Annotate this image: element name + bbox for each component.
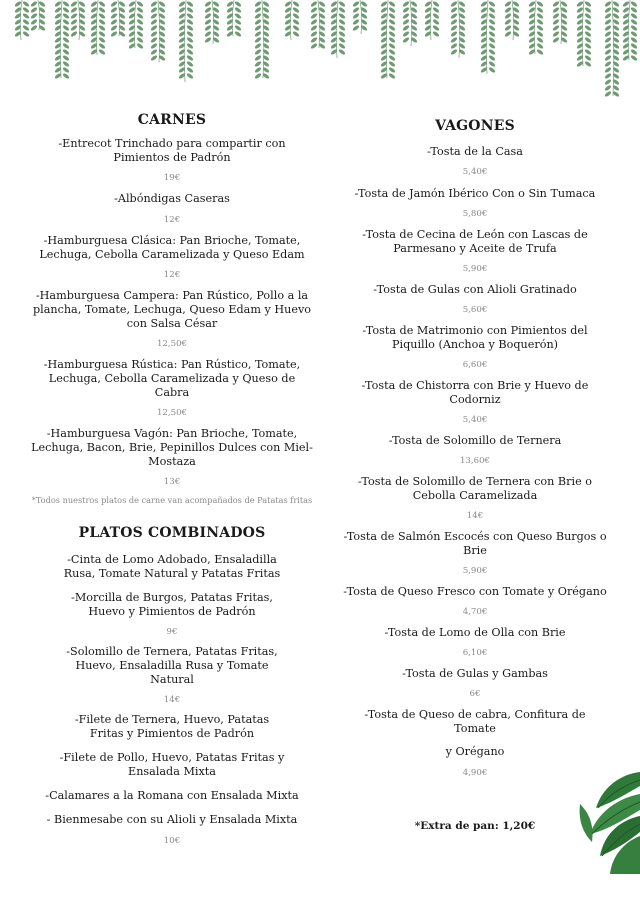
menu-item-price: 4,90€ [462,768,488,778]
menu-item: -Tosta de Matrimonio con Pimientos del Piquillo (Anchoa y Boquerón) [362,324,588,351]
menu-item: -Tosta de Lomo de Olla con Brie [384,626,566,639]
section-title-vagones: VAGONES [435,118,515,134]
menu-item: -Solomillo de Ternera, Patatas Fritas, Huevo, Ensaladilla Rusa y Tomate Natural [66,645,278,686]
menu-item: -Tosta de la Casa [427,145,523,158]
menu-item: -Tosta de Queso Fresco con Tomate y Orégano [343,585,607,598]
menu-item: -Filete de Pollo, Huevo, Patatas Fritas y Ensalada Mixta [59,751,285,778]
section-title-carnes: CARNES [137,112,207,128]
menu-item: -Hamburguesa Rústica: Pan Rústico, Tomate, Lechuga, Cebolla Caramelizada y Queso de Cabra [43,358,301,399]
menu-item: -Tosta de Chistorra con Brie y Huevo de Codorniz [361,379,589,406]
menu-item: -Calamares a la Romana con Ensalada Mixta [45,789,299,802]
menu-item-price: 12€ [163,270,181,280]
menu-item: - Bienmesabe con su Alioli y Ensalada Mixta [46,813,298,826]
menu-item-price: 5,40€ [462,167,488,177]
menu-item-price: 12€ [163,215,181,225]
menu-item: -Tosta de Queso de cabra, Confitura de Tomate [364,708,586,735]
menu-item: -Tosta de Gulas con Alioli Gratinado [373,283,577,296]
menu-item-continuation: y Orégano [445,745,505,758]
menu-item: -Cinta de Lomo Adobado, Ensaladilla Rusa, Tomate Natural y Patatas Fritas [63,553,281,580]
menu-item-price: 5,90€ [462,566,488,576]
menu-item-price: 12,50€ [156,339,188,349]
menu-item: -Morcilla de Burgos, Patatas Fritas, Huevo y Pimientos de Padrón [71,591,273,618]
menu-item: -Filete de Ternera, Huevo, Patatas Fritas y Pimientos de Padrón [74,713,270,740]
carnes-note: *Todos nuestros platos de carne van acompañados de Patatas fritas [31,495,313,505]
menu-item-price: 13€ [163,477,181,487]
menu-item: -Tosta de Jamón Ibérico Con o Sin Tumaca [354,187,596,200]
section-title-platos-combinados: PLATOS COMBINADOS [78,525,266,541]
menu-item-price: 14€ [163,695,181,705]
menu-item-price: 6,60€ [462,360,488,370]
menu-item-price: 6€ [469,689,481,699]
menu-item-price: 5,60€ [462,305,488,315]
menu-item-price: 5,40€ [462,415,488,425]
menu-item: -Tosta de Solomillo de Ternera [388,434,562,447]
hanging-leaves-garland-icon [0,0,640,110]
menu-item: -Tosta de Cecina de León con Lascas de Parmesano y Aceite de Trufa [362,228,588,255]
menu-item: -Hamburguesa Clásica: Pan Brioche, Tomate, Lechuga, Cebolla Caramelizada y Queso Edam [39,234,305,261]
menu-item-price: 9€ [166,627,178,637]
menu-item-price: 14€ [466,511,484,521]
extra-bread-note: *Extra de pan: 1,20€ [414,820,536,832]
right-column [342,118,608,832]
menu-item-price: 10€ [163,836,181,846]
menu-item-price: 12,50€ [156,408,188,418]
menu-item-price: 5,80€ [462,209,488,219]
menu-item: -Tosta de Solomillo de Ternera con Brie o Cebolla Caramelizada [358,475,592,502]
menu-item-price: 19€ [163,173,181,183]
menu-item: -Hamburguesa Campera: Pan Rústico, Pollo a la plancha, Tomate, Lechuga, Queso Edam y Huevo con Salsa César [32,289,312,330]
menu-item: -Tosta de Salmón Escocés con Queso Burgos o Brie [343,530,607,557]
menu-item: -Albóndigas Caseras [114,192,230,205]
menu-item-price: 4,70€ [462,607,488,617]
menu-item: -Tosta de Gulas y Gambas [402,667,548,680]
menu-item: -Entrecot Trinchado para compartir con Pimientos de Padrón [58,137,286,164]
menu-item-price: 13,60€ [459,456,491,466]
menu-item-price: 5,90€ [462,264,488,274]
menu-item: -Hamburguesa Vagón: Pan Brioche, Tomate, Lechuga, Bacon, Brie, Pepinillos Dulces con Miel-Mostaza [31,427,313,468]
left-column [26,112,318,846]
menu-item-price: 6,10€ [462,648,488,658]
